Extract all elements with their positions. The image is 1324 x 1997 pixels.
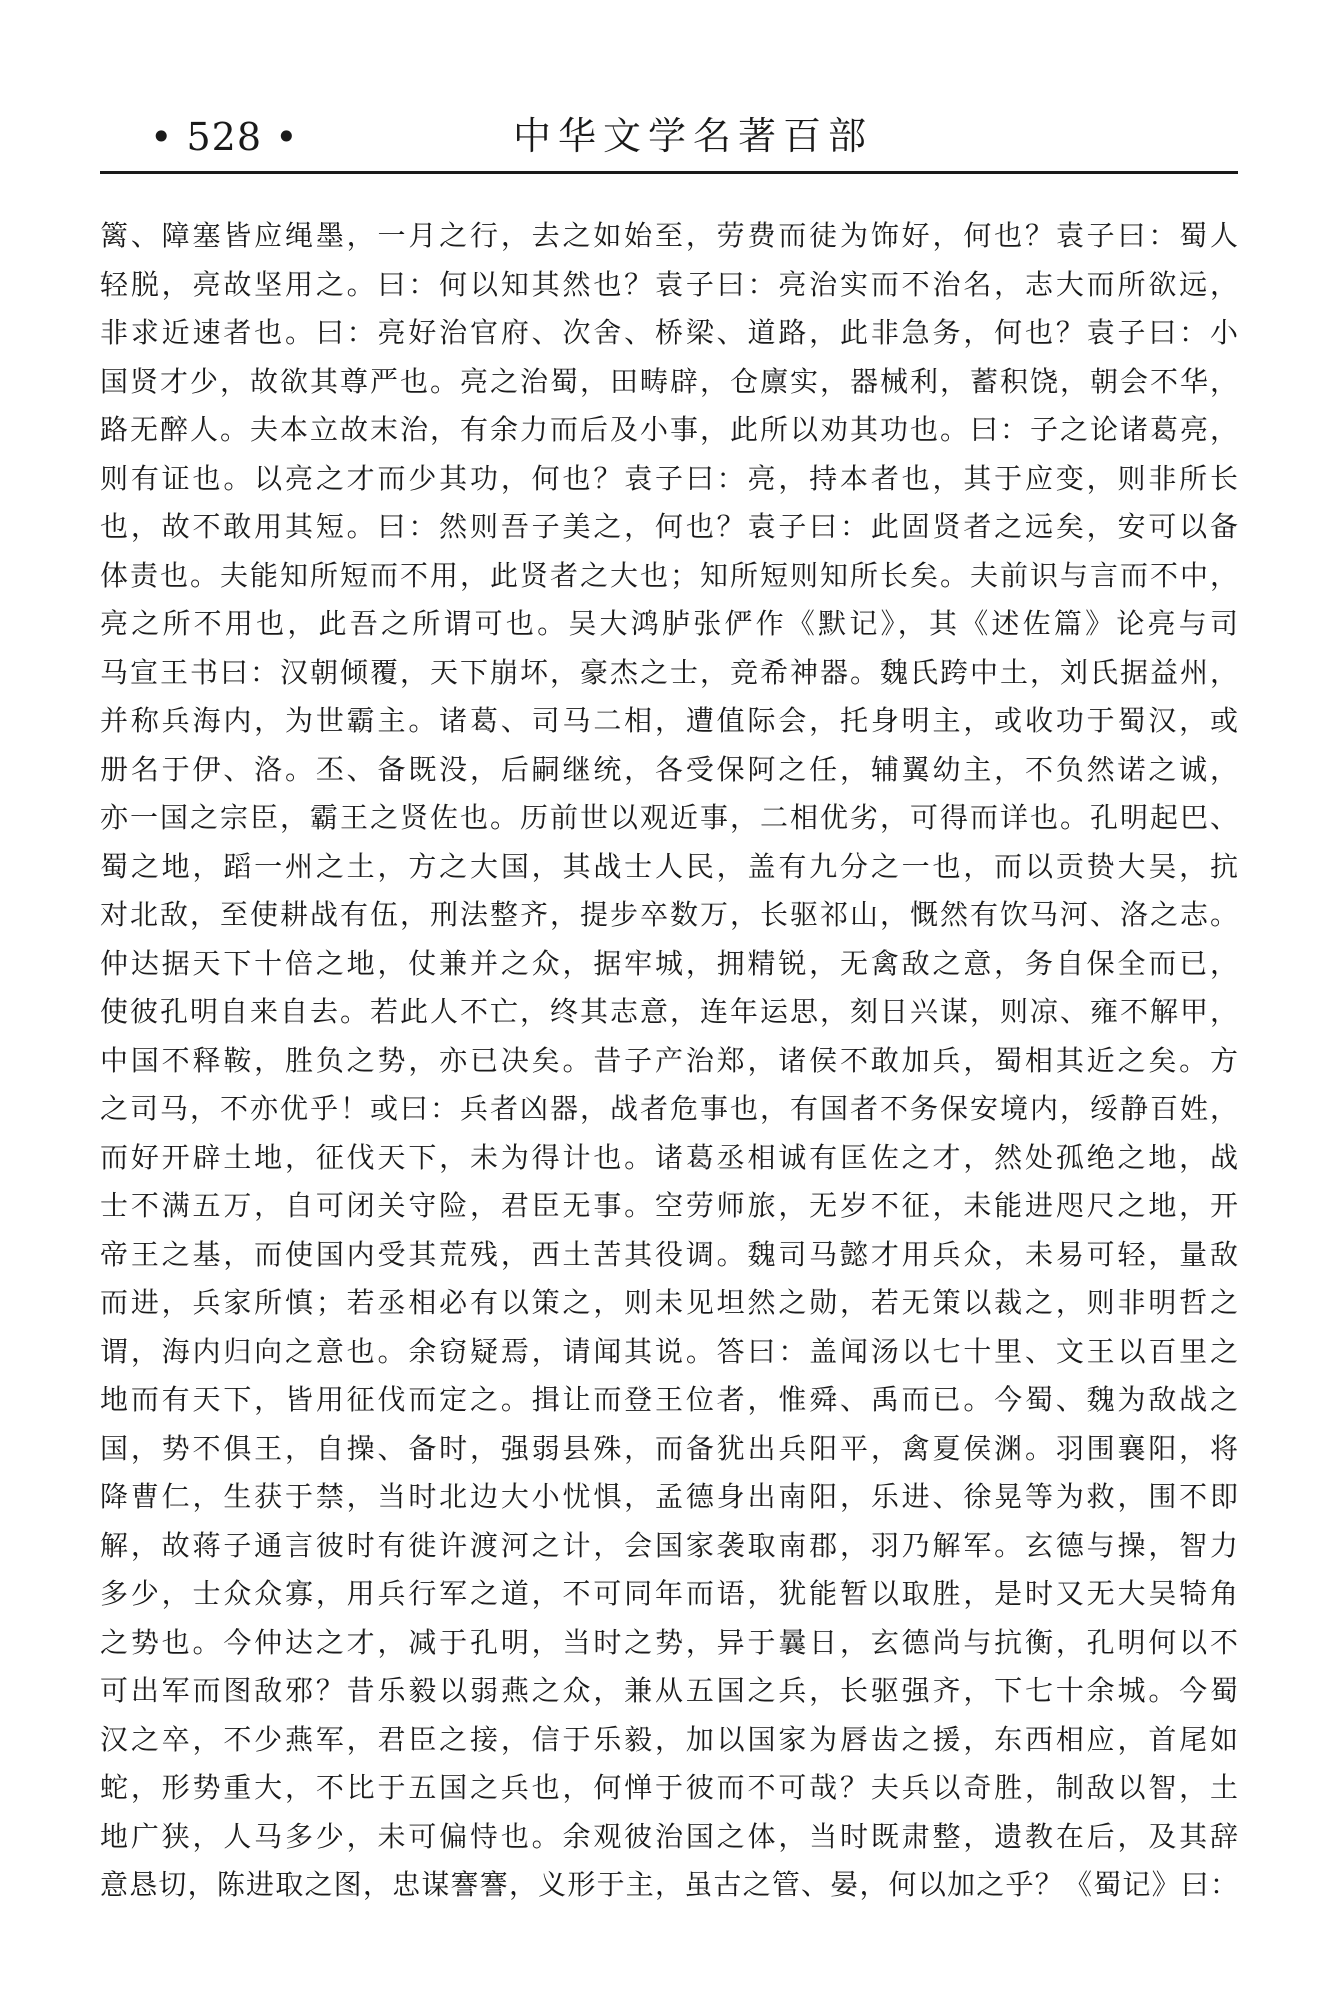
text-line: 解，故蒋子通言彼时有徙许渡河之计，会国家袭取南郡，羽乃解军。玄德与操，智力: [100, 1528, 1238, 1562]
text-line: 而进，兵家所慎；若丞相必有以策之，则未见坦然之勋，若无策以裁之，则非明哲之: [100, 1286, 1238, 1319]
text-line: 蜀之地，蹈一州之土，方之大国，其战士人民，盖有九分之一也，而以贡贽大吴，抗: [100, 849, 1238, 883]
text-line: 意恳切，陈进取之图，忠谋謇謇，义形于主，虽古之管、晏，何以加之乎？《蜀记》曰：: [100, 1868, 1238, 1901]
page-header: [100, 108, 1238, 170]
text-line: 地广狭，人马多少，未可偏恃也。余观彼治国之体，当时既肃整，遗教在后，及其辞: [100, 1819, 1238, 1853]
page-number: • 528 •: [150, 115, 299, 159]
text-line: 并称兵海内，为世霸主。诸葛、司马二相，遭值际会，托身明主，或收功于蜀汉，或: [100, 704, 1238, 737]
text-line: 马宣王书曰：汉朝倾覆，天下崩坏，豪杰之士，竞希神器。魏氏跨中土，刘氏据益州，: [100, 655, 1238, 689]
text-line: 蛇，形势重大，不比于五国之兵也，何惮于彼而不可哉？夫兵以奇胜，制敌以智，土: [100, 1771, 1238, 1804]
body-text: [100, 212, 1238, 1910]
text-line: 帝王之基，而使国内受其荒残，西土苦其役调。魏司马懿才用兵众，未易可轻，量敌: [100, 1237, 1238, 1271]
text-line: 亮之所不用也，此吾之所谓可也。吴大鸿胪张俨作《默记》，其《述佐篇》论亮与司: [100, 607, 1238, 640]
text-line: 使彼孔明自来自去。若此人不亡，终其志意，连年运思，刻日兴谋，则凉、雍不解甲，: [100, 995, 1238, 1028]
text-line: 则有证也。以亮之才而少其功，何也？袁子曰：亮，持本者也，其于应变，则非所长: [100, 461, 1238, 495]
text-line: 之势也。今仲达之才，减于孔明，当时之势，异于曩日，玄德尚与抗衡，孔明何以不: [100, 1625, 1238, 1659]
text-line: 中国不释鞍，胜负之势，亦已决矣。昔子产治郑，诸侯不敢加兵，蜀相其近之矣。方: [100, 1043, 1238, 1077]
text-line: 士不满五万，自可闭关守险，君臣无事。空劳师旅，无岁不征，未能进咫尺之地，开: [100, 1189, 1238, 1222]
text-line: 体责也。夫能知所短而不用，此贤者之大也；知所短则知所长矣。夫前识与言而不中，: [100, 558, 1238, 592]
text-line: 而好开辟土地，征伐天下，未为得计也。诸葛丞相诚有匡佐之才，然处孤绝之地，战: [100, 1140, 1238, 1174]
header-rule: [100, 171, 1238, 174]
text-line: 国，势不俱王，自操、备时，强弱县殊，而备犹出兵阳平，禽夏侯渊。羽围襄阳，将: [100, 1431, 1238, 1465]
text-line: 仲达据天下十倍之地，仗兼并之众，据牢城，拥精锐，无禽敌之意，务自保全而已，: [100, 946, 1238, 980]
text-line: 篱、障塞皆应绳墨，一月之行，去之如始至，劳费而徒为饰好，何也？袁子曰：蜀人: [100, 219, 1238, 252]
text-line: 对北敌，至使耕战有伍，刑法整齐，提步卒数万，长驱祁山，慨然有饮马河、洛之志。: [100, 898, 1238, 931]
text-line: 谓，海内归向之意也。余窃疑焉，请闻其说。答曰：盖闻汤以七十里、文王以百里之: [100, 1334, 1238, 1368]
text-line: 非求近速者也。曰：亮好治官府、次舍、桥梁、道路，此非急务，何也？袁子曰：小: [100, 316, 1238, 349]
text-line: 之司马，不亦优乎！或曰：兵者凶器，战者危事也，有国者不务保安境内，绥静百姓，: [100, 1092, 1238, 1125]
text-line: 路无醉人。夫本立故末治，有余力而后及小事，此所以劝其功也。曰：子之论诸葛亮，: [100, 413, 1238, 446]
text-line: 国贤才少，故欲其尊严也。亮之治蜀，田畴辟，仓廪实，器械利，蓄积饶，朝会不华，: [100, 364, 1238, 398]
text-line: 也，故不敢用其短。曰：然则吾子美之，何也？袁子曰：此固贤者之远矣，安可以备: [100, 510, 1238, 543]
text-line: 可出军而图敌邪？昔乐毅以弱燕之众，兼从五国之兵，长驱强齐，下七十余城。今蜀: [100, 1674, 1238, 1707]
text-line: 汉之卒，不少燕军，君臣之接，信于乐毅，加以国家为唇齿之援，东西相应，首尾如: [100, 1722, 1238, 1756]
text-line: 降曹仁，生获于禁，当时北边大小忧惧，孟德身出南阳，乐进、徐晃等为救，围不即: [100, 1480, 1238, 1513]
text-line: 多少，士众众寡，用兵行军之道，不可同年而语，犹能暂以取胜，是时又无大吴犄角: [100, 1577, 1238, 1610]
book-title: 中华文学名著百部: [513, 114, 874, 158]
text-line: 地而有天下，皆用征伐而定之。揖让而登王位者，惟舜、禹而已。今蜀、魏为敌战之: [100, 1383, 1238, 1416]
text-line: 轻脱，亮故坚用之。曰：何以知其然也？袁子曰：亮治实而不治名，志大而所欲远，: [100, 267, 1238, 301]
text-line: 册名于伊、洛。丕、备既没，后嗣继统，各受保阿之任，辅翼幼主，不负然诺之诚，: [100, 752, 1238, 786]
text-line: 亦一国之宗臣，霸王之贤佐也。历前世以观近事，二相优劣，可得而详也。孔明起巴、: [100, 801, 1238, 834]
